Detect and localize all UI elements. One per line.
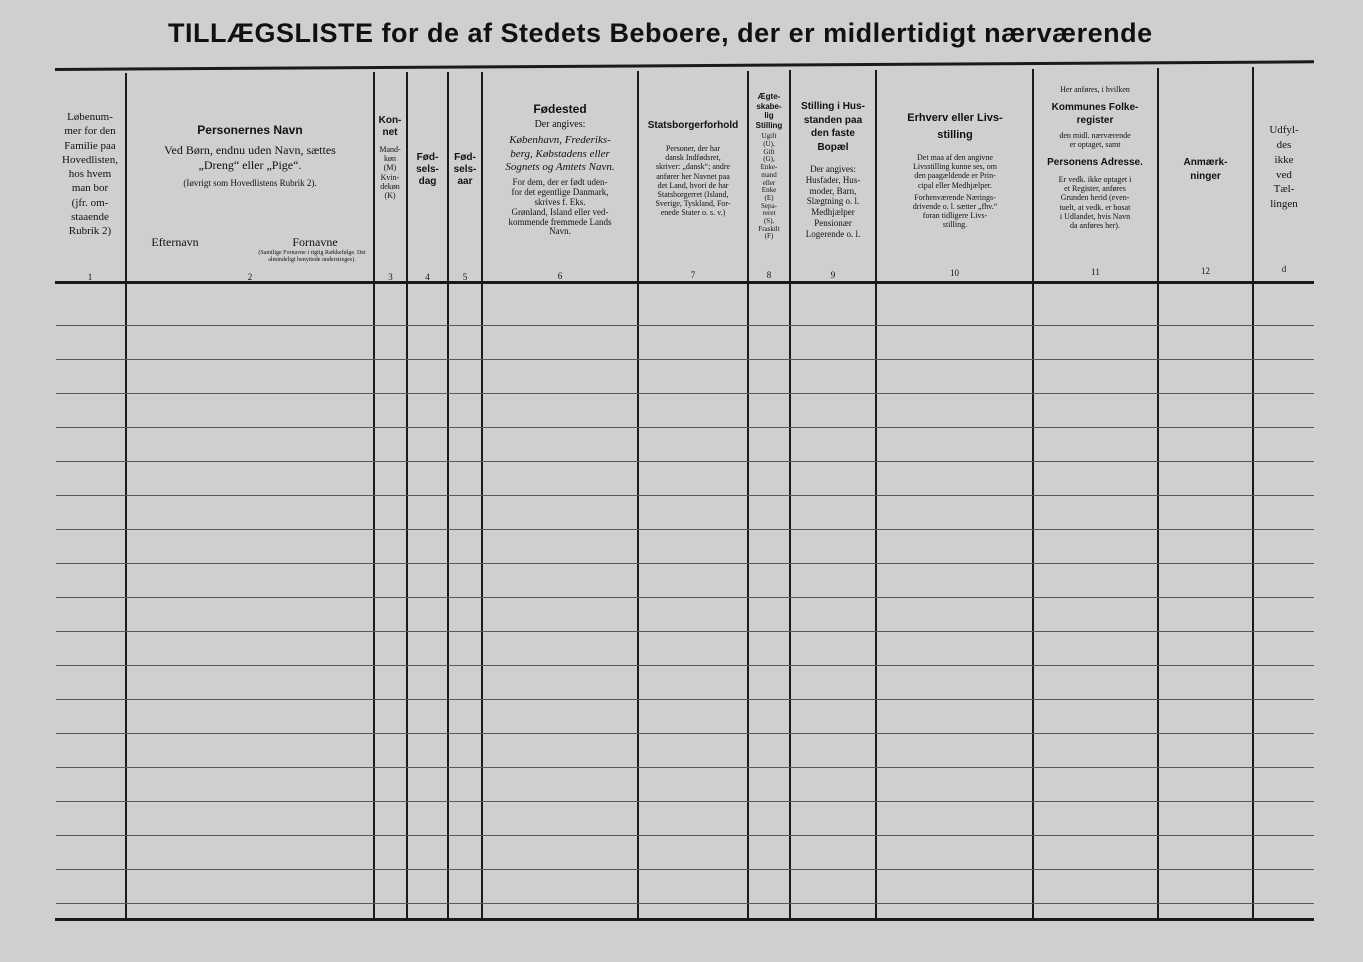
header-col-d: Udfyl- des ikke ved Tæl- lingen	[1269, 124, 1299, 211]
bottom-rule	[55, 918, 1314, 921]
header-col-7-title: Statsborgerforhold	[647, 120, 739, 131]
top-rule	[55, 60, 1314, 71]
header-col-6-title: Fødested	[533, 102, 587, 116]
header-col-10-text: Det maa af den angivne Livsstilling kunne ses, om den paagældende er Prin- cipal eller Medhjælper.	[913, 153, 997, 190]
header-col-2-note: (Samtlige Fornavne i rigtig Rækkefølge. Det almindeligt benyttede understreges).	[258, 250, 366, 263]
header-col-9-text: Der angives: Husfader, Hus- moder, Barn, Slægtning o. l. Medhjælper Pensionær Logerende o. l.	[805, 164, 861, 239]
header-col-2-forenames: Fornavne	[292, 235, 338, 249]
colnum-2: 2	[247, 272, 253, 282]
row-line	[56, 359, 1314, 360]
colnum-7: 7	[690, 270, 696, 280]
row-line	[56, 699, 1314, 700]
header-col-10-title: Erhverv eller Livs- stilling	[907, 112, 1003, 141]
colnum-11: 11	[1091, 267, 1100, 277]
row-line	[56, 529, 1314, 530]
header-col-8-text: Ugift (U), Gift (G), Enke- mand eller Enke (E) Sepa- reret (S), Fraskilt (F)	[758, 132, 780, 241]
row-line	[56, 801, 1314, 802]
row-line	[56, 835, 1314, 836]
header-col-6	[484, 102, 636, 237]
header-col-9-title: Stilling i Hus- standen paa den faste Bopæl	[801, 101, 865, 153]
header-col-11	[1034, 85, 1156, 230]
colnum-1: 1	[87, 272, 93, 282]
page-title: TILLÆGSLISTE for de af Stedets Beboere, der er midlertidigt nærværende	[168, 18, 1153, 48]
header-col-2-title: Personernes Navn	[197, 123, 303, 137]
col-divider	[406, 72, 408, 921]
header-col-8	[749, 92, 789, 241]
row-line	[56, 733, 1314, 734]
header-col-10-text2: Forhenværende Nærings- drivende o. l. sætter „fhv.“ foran tidligere Livs- stilling.	[912, 192, 998, 230]
row-line	[56, 869, 1314, 870]
header-col-3	[374, 115, 406, 200]
header-col-11-title: Kommunes Folke- register	[1051, 101, 1139, 126]
header-col-1: Løbenum- mer for den Familie paa Hovedlisten, hos hvem man bor (jfr. om- staaende Rubrik 2)	[62, 111, 118, 238]
header-col-11-pre: Her anføres, i hvilken	[1060, 85, 1130, 94]
header-col-8-title: Ægte- skabe- lig Stilling	[755, 92, 783, 130]
header-col-2	[130, 123, 370, 189]
colnum-d: d	[1281, 264, 1287, 274]
colnum-9: 9	[830, 270, 836, 280]
row-line	[56, 903, 1314, 904]
header-col-2-surname: Efternavn	[151, 235, 199, 249]
colnum-5: 5	[462, 272, 468, 282]
header-col-9	[791, 100, 875, 240]
row-line	[56, 495, 1314, 496]
row-line	[56, 427, 1314, 428]
row-line	[56, 597, 1314, 598]
col-divider	[125, 73, 127, 921]
row-line	[56, 563, 1314, 564]
header-col-12: Anmærk- ninger	[1183, 157, 1228, 182]
colnum-8: 8	[766, 270, 772, 280]
colnum-10: 10	[950, 268, 959, 278]
header-col-6-line3: For dem, der er født uden- for det egentlige Danmark, skrives f. Eks. Grønland, Island eller ved- kommende fremmede Lands Navn.	[508, 176, 612, 237]
header-col-3-title: Kon- net	[378, 115, 402, 138]
row-line	[56, 461, 1314, 462]
header-col-6-line1: Der angives:	[534, 119, 586, 131]
header-col-11-text2: Er vedk. ikke optaget i et Register, anføres Grunden herid (even- tuelt, at vedk. er bosat i Udlandet, hvis Navn da anføres her).	[1058, 174, 1132, 230]
header-col-2-line2: „Dreng“ eller „Pige“.	[198, 157, 302, 172]
row-line	[56, 767, 1314, 768]
header-col-3-text: Mand- køn (M) Kvin- dekøn (K)	[379, 145, 401, 200]
col-divider	[447, 72, 449, 921]
header-col-7-text: Personer, der har dansk Indfødsret, skriver: „dansk“; andre anfører her Navnet paa det Land, hvori de har Statsborgerret (Island, Sverige, Tyskland, For- enede Stater o. s. v.)	[655, 144, 731, 218]
row-line	[56, 393, 1314, 394]
colnum-3: 3	[388, 272, 393, 282]
header-col-2-line3: (Iøvrigt som Hovedlistens Rubrik 2).	[183, 178, 317, 189]
header-col-7	[639, 120, 747, 218]
colnum-12: 12	[1201, 266, 1210, 276]
header-col-6-line2: København, Frederiks- berg, Købstadens eller Sognets og Amtets Navn.	[505, 134, 615, 173]
row-line	[56, 631, 1314, 632]
col-divider	[481, 72, 483, 921]
header-col-5: Fød- sels- aar	[453, 152, 477, 187]
header-col-2-line1: Ved Børn, endnu uden Navn, sættes	[164, 143, 336, 158]
colnum-4: 4	[425, 272, 430, 282]
header-col-10	[878, 110, 1032, 230]
row-line	[56, 325, 1314, 326]
header-col-4: Fød- sels- dag	[416, 152, 439, 187]
colnum-6: 6	[557, 271, 563, 281]
row-line	[56, 665, 1314, 666]
header-col-11-text: den midl. nærværende er optaget, samt	[1059, 130, 1131, 149]
header-col-11-title2: Personens Adresse.	[1047, 156, 1143, 168]
